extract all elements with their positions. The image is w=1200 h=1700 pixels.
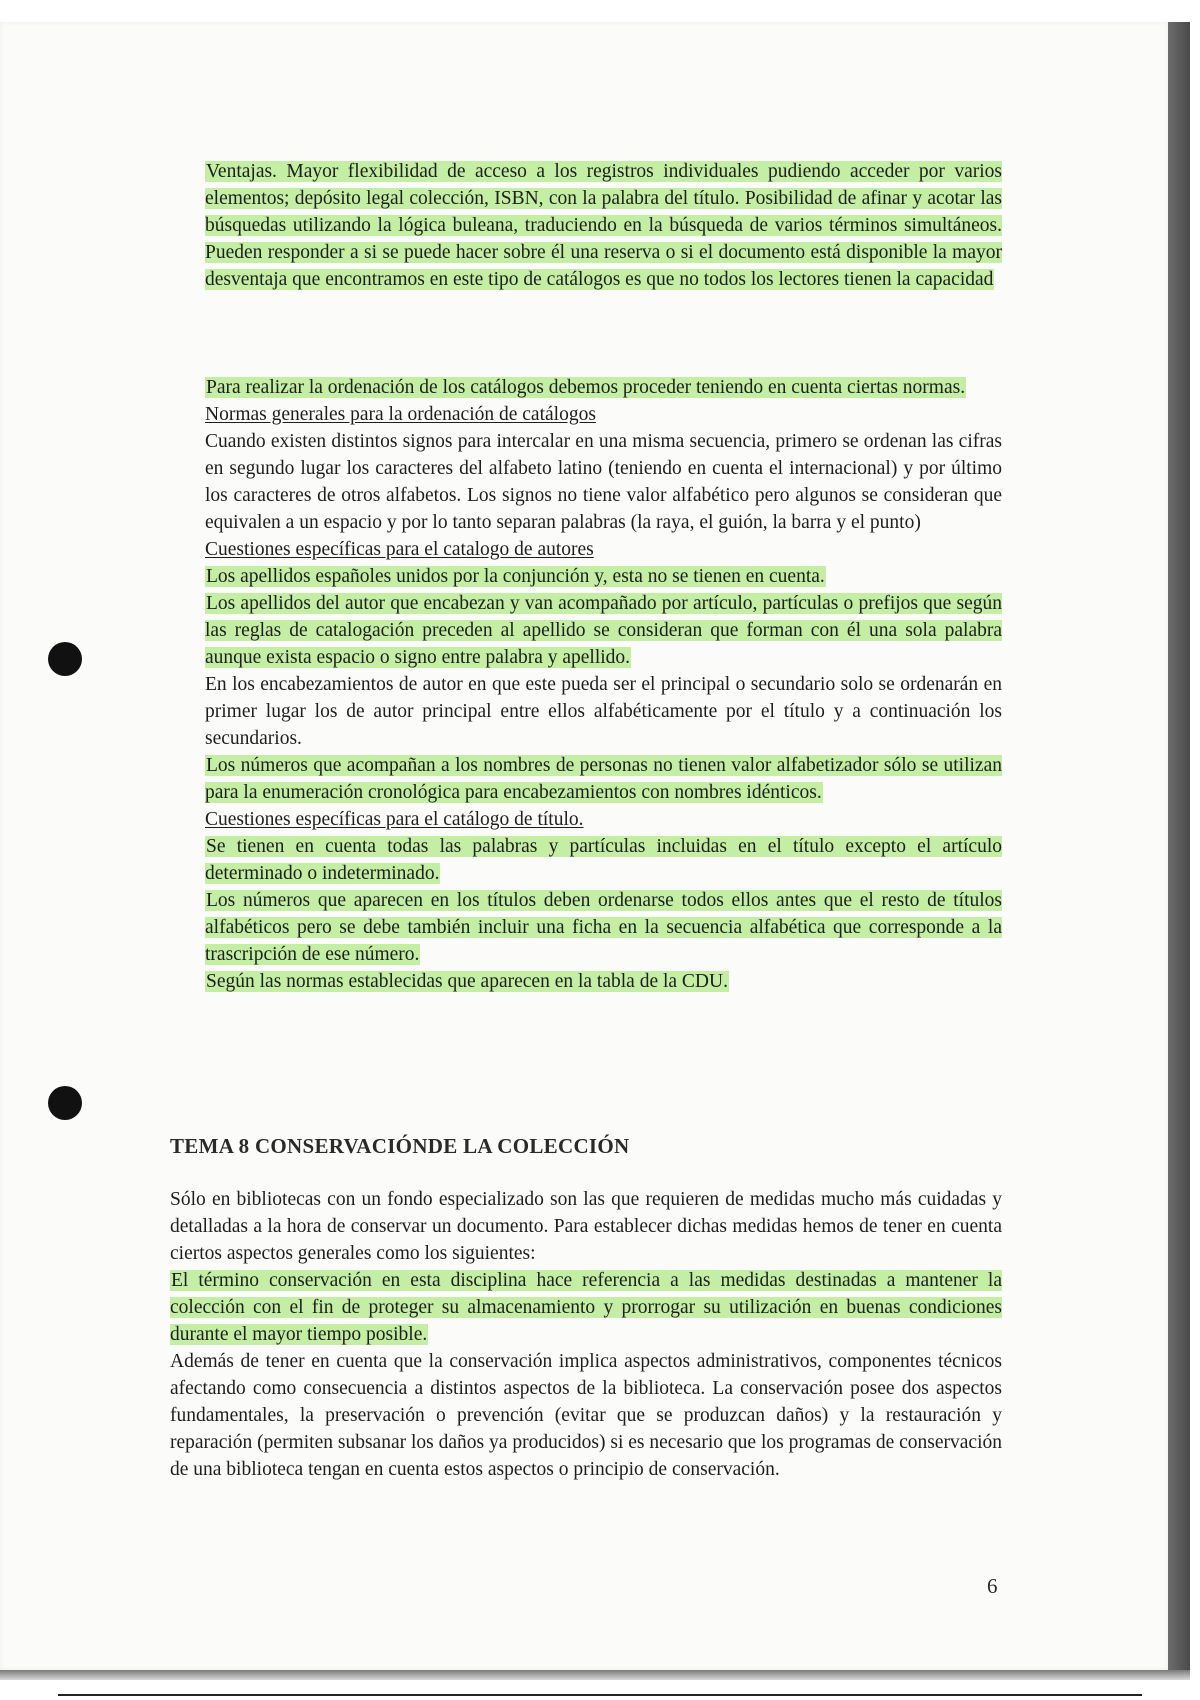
highlighted-text: Ventajas. Mayor flexibilidad de acceso a los registros individuales pudiendo acceder por varios elementos; depósito legal colección, ISBN, con la palabra del título. Posibilidad de afinar y acotar las búsquedas utilizando la lógica buleana, traduciendo en la búsqueda de varios términos simultáneos. Pueden responder a si se puede hacer sobre él una reserva o si el documento está disponible la mayor desventaja que encontramos en este tipo de catálogos es que no todos los lectores tienen la capacidad — [205, 161, 1002, 290]
highlighted-text: Según las normas establecidas que aparecen en la tabla de la CDU. — [206, 971, 728, 992]
paragraph-articulo — [205, 590, 1002, 671]
paragraph-ademas: Además de tener en cuenta que la conservación implica aspectos administrativos, componentes técnicos afectando como consecuencia a distintos aspectos de la biblioteca. La conservación posee dos aspectos fundamentales, la preservación o prevención (evitar que se produzcan daños) y la restauración y reparación (permiten subsanar los daños ya producidos) si es necesario que los programas de conservación de una biblioteca tengan en cuenta estos aspectos o principio de conservación. — [170, 1351, 1002, 1480]
paragraph-ordenacion — [205, 374, 1002, 401]
highlighted-text: Para realizar la ordenación de los catálogos debemos proceder teniendo en cuenta ciertas normas. — [206, 377, 966, 398]
punch-hole-top — [48, 642, 82, 676]
paragraph-normas: Cuando existen distintos signos para intercalar en una misma secuencia, primero se ordenan las cifras en segundo lugar los caracteres del alfabeto latino (teniendo en cuenta el internacional) y por último los caracteres de otros alfabetos. Los signos no tiene valor alfabético pero algunos se consideran que equivalen a un espacio y por lo tanto separan palabras (la raya, el guión, la barra y el punto) — [205, 431, 1002, 533]
heading-normas-generales: Normas generales para la ordenación de catálogos — [205, 404, 596, 425]
heading-catalogo-autores: Cuestiones específicas para el catalogo de autores — [205, 539, 594, 560]
paragraph-cdu — [205, 968, 1002, 995]
highlighted-text: Los números que aparecen en los títulos deben ordenarse todos ellos antes que el resto de títulos alfabéticos pero se debe también incluir una ficha en la secuencia alfabética que corresponde a la trascripción de ese número. — [205, 890, 1002, 965]
paragraph-numeros-personas — [205, 752, 1002, 806]
paragraph-apellidos — [205, 563, 1002, 590]
highlighted-text: Se tienen en cuenta todas las palabras y partículas incluidas en el título excepto el artículo determinado o indeterminado. — [205, 836, 1002, 884]
highlighted-text: El término conservación en esta disciplina hace referencia a las medidas destinadas a mantener la colección con el fin de proteger su almacenamiento y prorrogar su utilización en buenas condiciones durante el mayor tiempo posible. — [170, 1270, 1002, 1345]
advantages-section — [205, 158, 1002, 293]
highlighted-text: Los apellidos españoles unidos por la conjunción y, esta no se tienen en cuenta. — [206, 566, 825, 587]
paragraph-bibliotecas: Sólo en bibliotecas con un fondo especializado son las que requieren de medidas mucho más cuidadas y detalladas a la hora de conservar un documento. Para establecer dichas medidas hemos de tener en cuenta ciertos aspectos generales como los siguientes: — [170, 1189, 1002, 1264]
scanner-edge-shadow — [1168, 22, 1190, 1670]
heading-catalogo-titulo: Cuestiones específicas para el catálogo de título. — [205, 809, 584, 830]
paragraph-palabras — [205, 833, 1002, 887]
conservation-section — [170, 1186, 1002, 1483]
paragraph-numeros-titulos — [205, 887, 1002, 968]
punch-hole-bottom — [48, 1086, 82, 1120]
page-number: 6 — [987, 1574, 998, 1598]
bottom-rule — [58, 1694, 1142, 1696]
section-title: TEMA 8 CONSERVACIÓNDE LA COLECCIÓN — [170, 1134, 630, 1158]
ordering-section — [205, 374, 1002, 995]
scanner-bottom-shadow — [0, 1670, 1190, 1680]
highlighted-text: Los números que acompañan a los nombres de personas no tienen valor alfabetizador sólo se utilizan para la enumeración cronológica para encabezamientos con nombres idénticos. — [205, 755, 1002, 803]
paragraph-termino — [170, 1267, 1002, 1348]
paragraph-ventajas — [205, 158, 1002, 293]
paragraph-encabezamientos: En los encabezamientos de autor en que este pueda ser el principal o secundario solo se ordenarán en primer lugar los de autor principal entre ellos alfabéticamente por el título y a continuación los secundarios. — [205, 674, 1002, 749]
highlighted-text: Los apellidos del autor que encabezan y van acompañado por artículo, partículas o prefijos que según las reglas de catalogación preceden al apellido se consideran que forman con él una sola palabra aunque exista espacio o signo entre palabra y apellido. — [205, 593, 1002, 668]
